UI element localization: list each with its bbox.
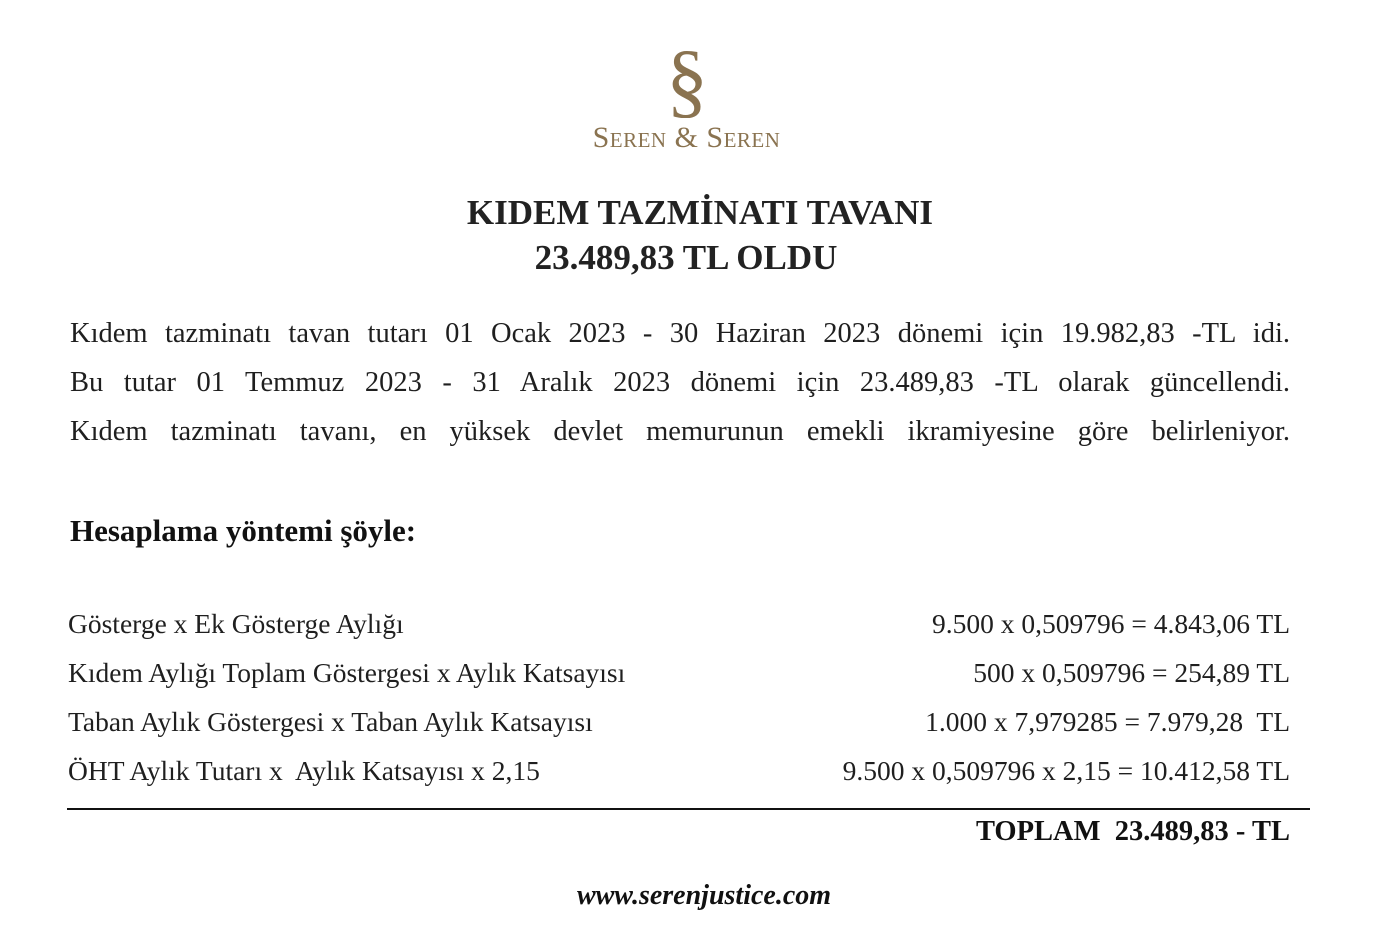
calculation-heading: Hesaplama yöntemi şöyle: (70, 513, 417, 548)
calculation-label: ÖHT Aylık Tutarı x Aylık Katsayısı x 2,15 (68, 755, 540, 786)
website-url[interactable]: www.serenjustice.com (576, 880, 832, 911)
brand-logo (0, 38, 1373, 118)
total-divider (67, 808, 1310, 810)
calculation-row (68, 657, 1290, 691)
page-title-line-1: KIDEM TAZMİNATI TAVANI (466, 193, 934, 232)
calculation-row (68, 608, 1290, 642)
section-sign-monogram-icon (657, 38, 717, 118)
calculation-label: Gösterge x Ek Gösterge Aylığı (68, 608, 404, 639)
calculation-row (68, 706, 1290, 740)
calculation-value: 1.000 x 7,979285 = 7.979,28 TL (925, 706, 1290, 737)
brand-name: Seren & Seren (592, 121, 781, 154)
calculation-label: Taban Aylık Göstergesi x Taban Aylık Katsayısı (68, 706, 593, 737)
calculation-value: 500 x 0,509796 = 254,89 TL (973, 657, 1290, 688)
intro-paragraph-line-2: Bu tutar 01 Temmuz 2023 - 31 Aralık 2023 dönemi için 23.489,83 -TL olarak güncellendi. (70, 367, 1290, 398)
page-title-line-2: 23.489,83 TL OLDU (534, 238, 838, 277)
calculation-row (68, 755, 1290, 789)
intro-paragraph-line-1: Kıdem tazminatı tavan tutarı 01 Ocak 2023 - 30 Haziran 2023 dönemi için 19.982,83 -TL idi. (70, 318, 1290, 349)
total-amount: TOPLAM 23.489,83 - TL (975, 816, 1290, 847)
intro-paragraph-line-3: Kıdem tazminatı tavanı, en yüksek devlet memurunun emekli ikramiyesine göre belirleniyor. (70, 416, 1290, 447)
calculation-value: 9.500 x 0,509796 = 4.843,06 TL (932, 608, 1290, 639)
calculation-label: Kıdem Aylığı Toplam Göstergesi x Aylık Katsayısı (68, 657, 626, 688)
calculation-value: 9.500 x 0,509796 x 2,15 = 10.412,58 TL (842, 755, 1290, 786)
svg-text:§: § (665, 38, 708, 118)
